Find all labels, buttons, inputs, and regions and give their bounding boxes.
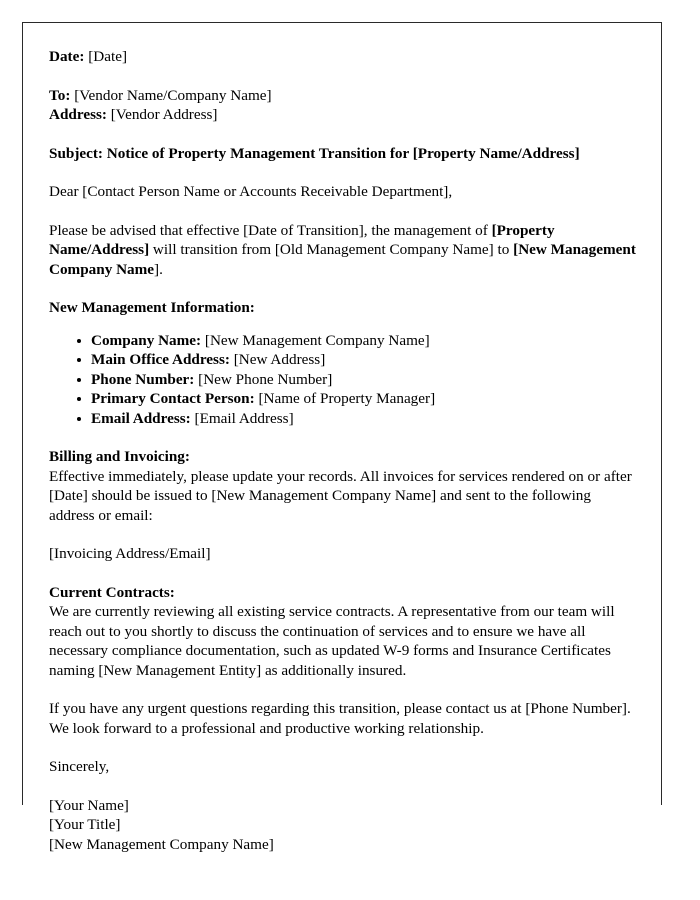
bullet-icon xyxy=(77,417,81,421)
list-item xyxy=(49,370,639,390)
spacer xyxy=(49,777,639,796)
new-management-list xyxy=(49,331,639,429)
bullet-icon xyxy=(77,397,81,401)
spacer xyxy=(49,428,639,447)
opening-paragraph xyxy=(49,221,639,280)
opening-bold-new-company: [New Management Company Name xyxy=(49,241,636,278)
signature-company: [New Management Company Name] xyxy=(49,835,274,853)
recipient-to-line xyxy=(49,86,639,106)
billing-heading: Billing and Invoicing: xyxy=(49,448,190,465)
list-item xyxy=(49,389,639,409)
list-item-value: [New Management Company Name] xyxy=(204,331,430,349)
address-value: [Vendor Address] xyxy=(110,106,218,123)
list-item-label: Email Address: xyxy=(91,409,191,427)
salutation: Dear [Contact Person Name or Accounts Receivable Department], xyxy=(49,183,453,200)
signoff: Sincerely, xyxy=(49,758,110,775)
opening-bold-property: [Property Name/Address] xyxy=(49,221,555,258)
recipient-address-line xyxy=(49,105,639,125)
date-line xyxy=(49,47,639,67)
contracts-body: We are currently reviewing all existing service contracts. A representative from our team will reach out to you shortly to discuss the continuation of services and to ensure we have all necessary compliance documentation, such as updated W-9 forms and Insurance Certificates naming [New Management Entity] as additionally insured. xyxy=(49,603,615,679)
date-label: Date: xyxy=(49,48,85,65)
billing-body: Effective immediately, please update your records. All invoices for services rendered on or after [Date] should be issued to [New Management Company Name] and sent to the following address or email: xyxy=(49,467,632,524)
list-item-label: Phone Number: xyxy=(91,370,195,388)
closing-paragraph: If you have any urgent questions regarding this transition, please contact us at [Phone Number]. We look forward to a professional and productive working relationship. xyxy=(49,700,631,737)
signature-title: [Your Title] xyxy=(49,816,121,833)
list-item-value: [Name of Property Manager] xyxy=(258,390,436,407)
spacer xyxy=(49,680,639,699)
date-value: [Date] xyxy=(88,48,128,65)
document-page xyxy=(22,22,662,853)
opening-part-2: will transition from [Old Management Company Name] to xyxy=(149,241,514,258)
spacer xyxy=(49,125,639,144)
new-management-heading: New Management Information: xyxy=(49,299,255,316)
list-item-label: Company Name: xyxy=(91,331,202,349)
spacer xyxy=(49,525,639,544)
invoicing-address-placeholder: [Invoicing Address/Email] xyxy=(49,545,211,562)
spacer xyxy=(49,163,639,182)
list-item-label: Primary Contact Person: xyxy=(91,390,255,407)
spacer xyxy=(49,67,639,86)
opening-part-1: Please be advised that effective [Date of Transition], the management of xyxy=(49,221,492,239)
signature-name: [Your Name] xyxy=(49,796,129,814)
list-item-value: [New Address] xyxy=(233,351,326,368)
list-item-label: Main Office Address: xyxy=(91,351,230,368)
list-item xyxy=(49,409,639,429)
list-item-value: [New Phone Number] xyxy=(198,370,333,388)
bullet-icon xyxy=(77,378,81,382)
address-label: Address: xyxy=(49,106,107,123)
list-item xyxy=(49,331,639,351)
list-item-value: [Email Address] xyxy=(194,409,294,427)
opening-part-3: ]. xyxy=(154,260,163,278)
spacer xyxy=(49,279,639,298)
to-value: [Vendor Name/Company Name] xyxy=(74,86,272,104)
bullet-icon xyxy=(77,358,81,362)
bullet-icon xyxy=(77,339,81,343)
subject-line: Subject: Notice of Property Management Transition for [Property Name/Address] xyxy=(49,144,580,162)
letter-body xyxy=(49,47,639,854)
contracts-heading: Current Contracts: xyxy=(49,583,175,601)
list-item xyxy=(49,350,639,370)
to-label: To: xyxy=(49,86,71,104)
spacer xyxy=(49,738,639,757)
spacer xyxy=(49,202,639,221)
spacer xyxy=(49,318,639,331)
spacer xyxy=(49,564,639,583)
